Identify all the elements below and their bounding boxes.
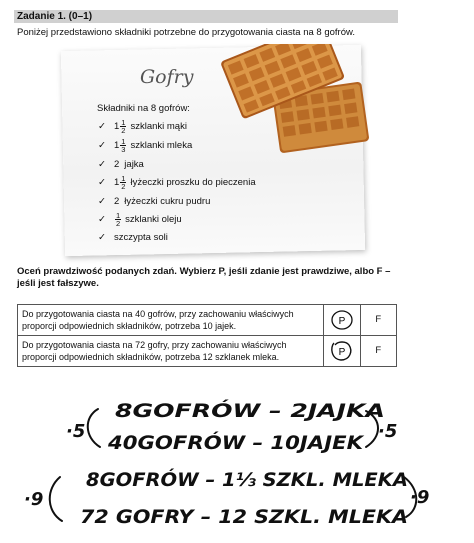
ingredient-whole: 1	[114, 176, 120, 188]
hand-line-3: 8GOFRÓW – 1⅓ SZKL. MLEKA	[86, 469, 400, 491]
ingredient-name: szczypta soli	[114, 231, 168, 243]
option-p[interactable]	[323, 336, 360, 367]
ingredients-header: Składniki na 8 gofrów:	[97, 103, 190, 114]
fraction-denominator: 2	[121, 181, 126, 191]
option-p[interactable]	[323, 305, 360, 336]
check-icon: ✓	[98, 231, 106, 243]
handwritten-solution	[0, 385, 474, 543]
table-row	[18, 336, 397, 367]
check-icon: ✓	[98, 176, 106, 188]
option-label: P	[338, 316, 345, 327]
hand-factor-left-1: ·5	[66, 421, 86, 442]
hand-bracket-left-2	[50, 477, 62, 521]
hand-line-1: 8GOFRÓW – 2JAJKA	[115, 400, 319, 422]
hand-line-4: 72 GOFRY – 12 SZKL. MLEKA	[80, 506, 408, 528]
hand-line-2: 40GOFRÓW – 10JAJEK	[108, 432, 337, 454]
recipe-title: Gofry	[140, 66, 194, 88]
option-f[interactable]: F	[360, 305, 396, 336]
hand-factor-right-2: ·9	[410, 487, 430, 508]
fraction-denominator: 2	[121, 125, 126, 135]
ingredient-row	[98, 118, 318, 134]
hand-factor-right-1: ·5	[378, 421, 398, 442]
option-f[interactable]: F	[360, 336, 396, 367]
ingredient-whole: 2	[114, 195, 120, 207]
ingredient-name: szklanki oleju	[125, 213, 182, 225]
fraction-numerator: 1	[121, 117, 126, 127]
ingredient-name: szklanki mąki	[130, 120, 187, 132]
fraction-numerator: 1	[121, 173, 126, 183]
fraction-numerator: 1	[116, 210, 121, 220]
ingredient-name: łyżeczki proszku do pieczenia	[130, 176, 256, 188]
fraction-denominator: 2	[116, 218, 121, 228]
ingredient-row	[98, 229, 318, 245]
ingredient-row	[98, 174, 318, 190]
hand-bracket-left-1	[88, 409, 100, 447]
statement-text: Do przygotowania ciasta na 72 gofry, przy zachowaniu właściwych proporcji odpowiednich składników, potrzeba 12 szklanek mleka.	[18, 336, 324, 367]
check-icon: ✓	[98, 213, 106, 225]
ingredient-name: jajka	[124, 158, 144, 170]
statement-text: Do przygotowania ciasta na 40 gofrów, przy zachowaniu właściwych proporcji odpowiednich składników, potrzeba 10 jajek.	[18, 305, 324, 336]
ingredient-name: łyżeczki cukru pudru	[124, 195, 211, 207]
ingredient-row	[98, 156, 318, 172]
fraction-denominator: 3	[121, 144, 126, 154]
table-row	[18, 305, 397, 336]
check-icon: ✓	[98, 158, 106, 170]
fraction-numerator: 1	[121, 136, 126, 146]
task-title: Zadanie 1. (0–1)	[17, 11, 93, 22]
hand-factor-left-2: ·9	[24, 489, 44, 510]
ingredient-row	[98, 193, 318, 209]
task-intro: Poniżej przedstawiono składniki potrzebne do przygotowania ciasta na 8 gofrów.	[17, 27, 355, 38]
ingredient-whole: 1	[114, 120, 120, 132]
check-icon: ✓	[98, 120, 106, 132]
true-false-table	[17, 304, 397, 367]
ingredient-row	[98, 211, 318, 227]
ingredient-whole: 2	[114, 158, 120, 170]
check-icon: ✓	[98, 195, 106, 207]
ingredient-whole: 1	[114, 139, 120, 151]
ingredient-row	[98, 137, 318, 153]
option-label: P	[338, 347, 345, 358]
question-text: Oceń prawdziwość podanych zdań. Wybierz P, jeśli zdanie jest prawdziwe, albo F – jeśli jest fałszywe.	[17, 266, 391, 289]
ingredient-name: szklanki mleka	[130, 139, 193, 151]
check-icon: ✓	[98, 139, 106, 151]
